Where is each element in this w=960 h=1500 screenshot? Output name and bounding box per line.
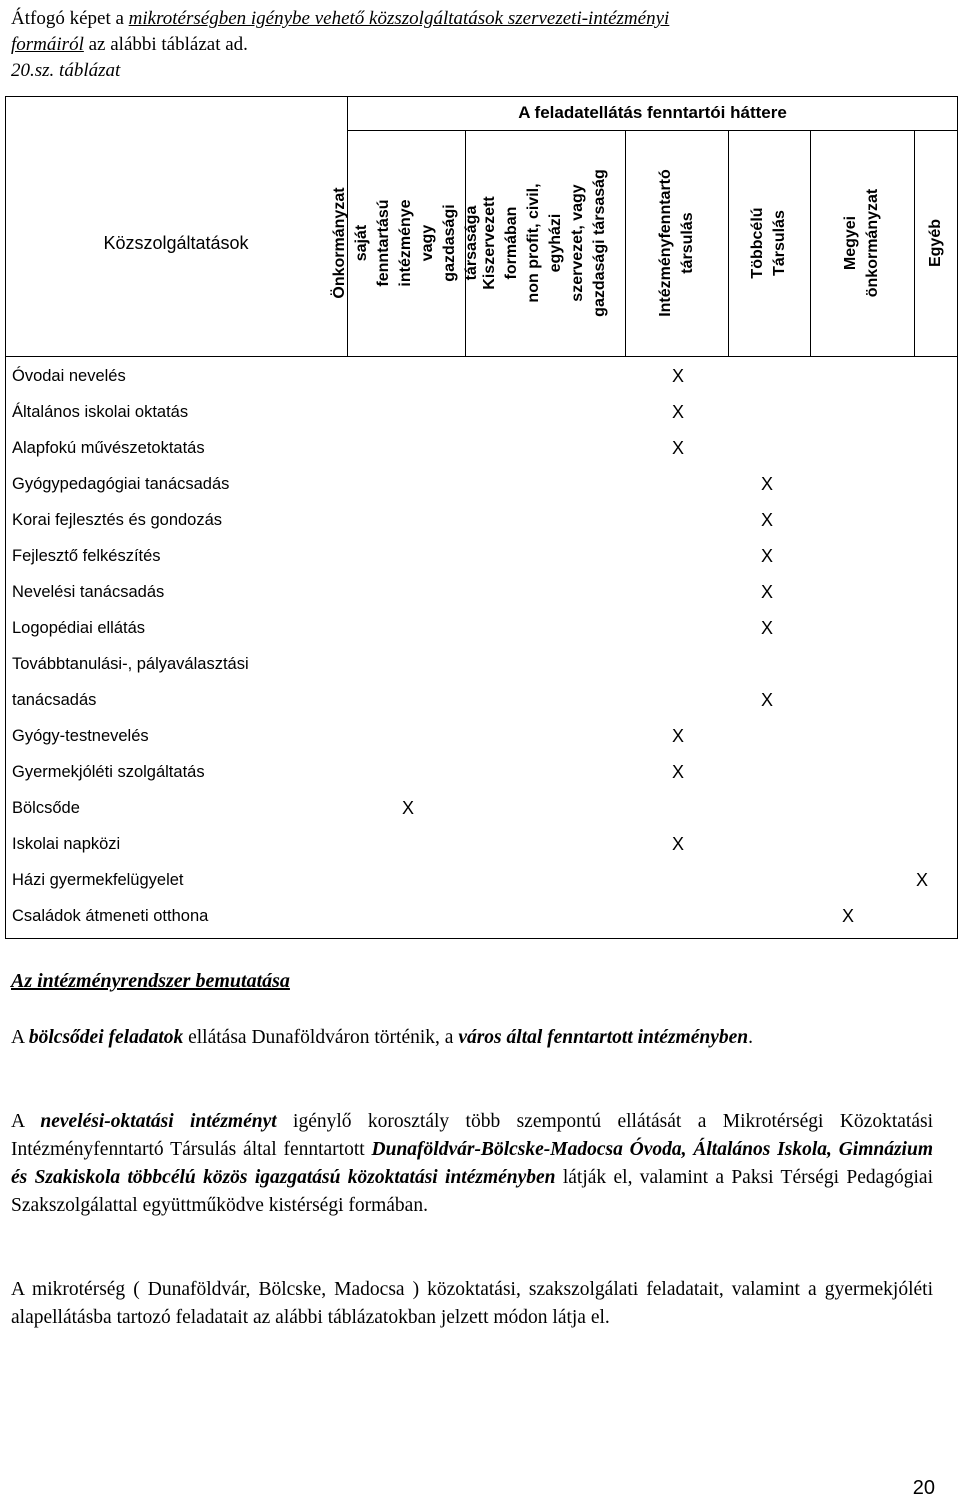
p2-a: A <box>11 1111 41 1132</box>
row-label: Általános iskolai oktatás <box>12 403 189 421</box>
column-header-label: Többcélú Társulás <box>749 207 788 279</box>
row-label: Továbbtanulási-, pályaválasztási <box>12 655 249 673</box>
p1-a: A <box>11 1027 29 1048</box>
column-header-label: Intézményfenntartó társulás <box>656 169 696 317</box>
page-number: 20 <box>912 1477 935 1499</box>
row-mark: X <box>760 618 773 638</box>
column-header-0 <box>331 130 480 356</box>
paragraph-1 <box>11 1024 933 1052</box>
column-header-label: Megyei önkormányzat <box>842 188 881 298</box>
paragraph-2 <box>11 1108 933 1220</box>
row-mark: X <box>671 726 684 746</box>
paragraph-3: A mikrotérség ( Dunaföldvár, Bölcske, Madocsa ) közoktatási, szakszolgálati feladatait, valamint a gyermekjóléti alapellátásba tartozó feladatait az alábbi táblázatokban jelzett módon látja el. <box>11 1279 933 1328</box>
row-mark: X <box>841 906 854 926</box>
row-label: Gyógypedagógiai tanácsadás <box>12 475 230 493</box>
intro-part4: az alábbi táblázat ad. <box>83 34 248 55</box>
row-label: Korai fejlesztés és gondozás <box>12 511 223 529</box>
row-label: Fejlesztő felkészítés <box>12 547 161 565</box>
grid-line <box>5 356 958 357</box>
p1-b: bölcsődei feladatok <box>28 1027 184 1048</box>
p2-e: látják el, valamint a Paksi Térségi Pedagógiai Szakszolgálattal együttműködve kistérségi formában. <box>11 1167 933 1216</box>
row-mark: X <box>401 798 414 818</box>
intro-part3: formáiról <box>11 34 84 55</box>
row-label: Logopédiai ellátás <box>12 619 146 637</box>
p2-b: nevelési-oktatási intézményt <box>40 1111 277 1132</box>
intro-text <box>11 6 941 84</box>
p2-c: igénylő korosztály több szempontú ellátását a Mikrotérségi Közoktatási Intézményfenntartó Társulás által fenntartott <box>11 1111 933 1160</box>
row-label: Családok átmeneti otthona <box>12 907 209 925</box>
row-mark: X <box>760 690 773 710</box>
row-label: Bölcsőde <box>12 799 80 817</box>
column-header-label: Kiszervezett formában non profit, civil, egyházi szervezet, vagy gazdasági társaság <box>481 169 608 317</box>
column-header-label: Önkormányzat saját fenntartású intézménye vagy gazdasági társasága <box>331 187 480 299</box>
row-mark: X <box>760 582 773 602</box>
row-label-continued: tanácsadás <box>12 691 97 709</box>
row-label: Alapfokú művészetoktatás <box>12 439 205 457</box>
row-mark: X <box>760 474 773 494</box>
header-top: A feladatellátás fenntartói háttere <box>518 103 787 122</box>
row-label: Gyermekjóléti szolgáltatás <box>12 763 205 781</box>
row-label: Nevelési tanácsadás <box>12 583 165 601</box>
row-mark: X <box>915 870 928 890</box>
row-mark: X <box>671 366 684 386</box>
p1-c: ellátása Dunaföldváron történik, a <box>183 1027 459 1048</box>
p1-d: város által fenntartott intézményben <box>458 1027 749 1048</box>
column-header-3 <box>728 130 810 356</box>
column-header-2 <box>625 130 728 356</box>
column-header-label: Egyéb <box>927 218 945 268</box>
row-label: Óvodai nevelés <box>12 367 126 385</box>
section-title: Az intézményrendszer bemutatása <box>11 970 290 992</box>
header-services: Közszolgáltatások <box>103 232 249 253</box>
row-mark: X <box>671 762 684 782</box>
table-caption: 20.sz. táblázat <box>11 60 121 81</box>
p1-e: . <box>748 1027 753 1048</box>
column-header-4 <box>810 130 914 356</box>
p2-d: Dunaföldvár-Bölcske-Madocsa Óvoda, Általános Iskola, Gimnázium és Szakiskola többcélú közös igazgatású közoktatási intézményben <box>11 1139 933 1188</box>
row-mark: X <box>671 402 684 422</box>
row-mark: X <box>760 510 773 530</box>
row-label: Házi gyermekfelügyelet <box>12 871 184 889</box>
row-mark: X <box>760 546 773 566</box>
column-header-1 <box>465 130 625 356</box>
intro-part1: Átfogó képet a <box>11 8 129 29</box>
column-header-5 <box>914 130 958 356</box>
row-label: Iskolai napközi <box>12 835 121 853</box>
row-label: Gyógy-testnevelés <box>12 727 149 745</box>
row-mark: X <box>671 834 684 854</box>
row-mark: X <box>671 438 684 458</box>
intro-part2: mikrotérségben igénybe vehető közszolgáltatások szervezeti-intézményi <box>128 8 670 29</box>
